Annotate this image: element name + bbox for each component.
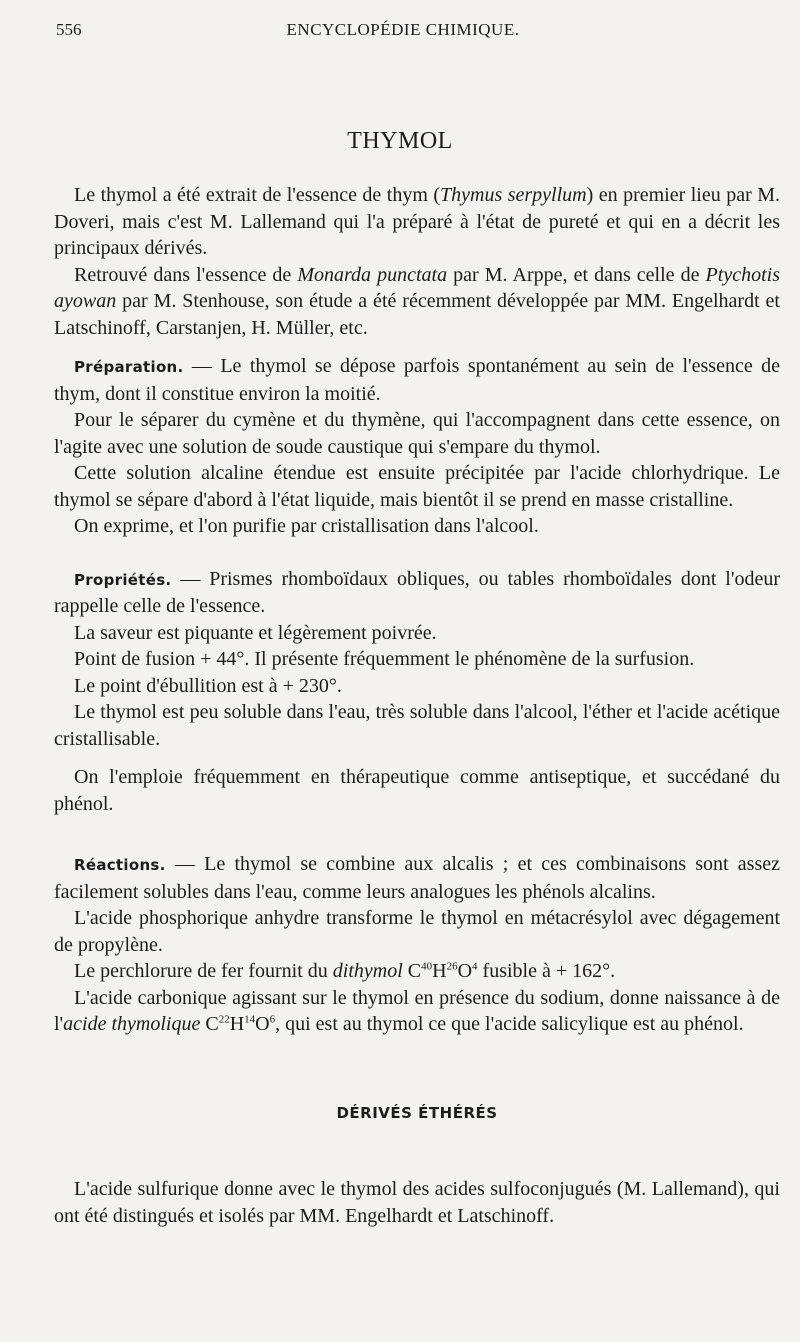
intro-paragraph-1: Le thymol a été extrait de l'essence de thym (Thymus serpyllum) en premier lieu par M. Doveri, mais c'est M. Lallemand qui l'a préparé à l'état de pureté et qui en a décrit les principaux dérivés. — [54, 184, 780, 259]
compound-name: dithymol — [332, 960, 403, 982]
intro-paragraph-2: Retrouvé dans l'essence de Monarda punctata par M. Arppe, et dans celle de Ptychotis ayowan par M. Stenhouse, son étude a été récemment développée par MM. Engelhardt et Latschinoff, Carstanjen, H. Müller, etc. — [54, 263, 780, 339]
species-name: Ptychotis ayowan — [54, 263, 780, 312]
preparation-paragraph-1: Préparation. — Le thymol se dépose parfois spontanément au sein de l'essence de thym, dont il constitue environ la moitié. — [54, 355, 780, 405]
section-heading-derives: DÉRIVÉS ÉTHÉRÉS — [336, 1103, 498, 1122]
reactions-paragraph-4: L'acide carbonique agissant sur le thymol en présence du sodium, donne naissance à de l'acide thymolique $C^{22}H^{14}O^6$, qui est au thymol ce que l'acide salicylique est au phénol. — [54, 986, 780, 1035]
proprietes-paragraph-5: Le thymol est peu soluble dans l'eau, très soluble dans l'alcool, l'éther et l'acide acétique cristallisable. — [54, 701, 780, 750]
preparation-paragraph-4: On exprime, et l'on purifie par cristallisation dans l'alcool. — [74, 515, 539, 537]
preparation-paragraph-3: Cette solution alcaline étendue est ensuite précipitée par l'acide chlorhydrique. Le thymol se sépare d'abord à l'état liquide, mais bientôt il se prend en masse cristalline. — [54, 462, 780, 511]
reactions-paragraph-2: L'acide phosphorique anhydre transforme le thymol en métacrésylol avec dégagement de propylène. — [54, 907, 780, 956]
preparation-paragraph-2: Pour le séparer du cymène et du thymène, qui l'accompagnent dans cette essence, on l'agite avec une solution de soude caustique qui s'empare du thymol. — [54, 409, 780, 458]
chemical-formula: $C^{22}H^{14}O^6$ — [205, 1013, 276, 1035]
page-number: 556 — [56, 20, 82, 39]
reactions-paragraph-3: Le perchlorure de fer fournit du dithymol $C^{40}H^{26}O^4$ fusible à + 162°. — [74, 960, 616, 982]
article-body — [54, 182, 780, 1229]
chemical-formula: $C^{40}H^{26}O^4$ — [407, 960, 478, 982]
reactions-paragraph-1: Réactions. — Le thymol se combine aux alcalis ; et ces combinaisons sont assez facilement solubles dans l'eau, comme leurs analogues les phénols alcalins. — [54, 853, 780, 903]
page-header — [56, 20, 770, 40]
proprietes-paragraph-4: Le point d'ébullition est à + 230°. — [74, 674, 342, 697]
proprietes-heading: Propriétés. — [74, 570, 172, 589]
proprietes-paragraph-3: Point de fusion + 44°. Il présente fréquemment le phénomène de la surfusion. — [74, 648, 695, 670]
derives-paragraph-1: L'acide sulfurique donne avec le thymol des acides sulfoconjugués (M. Lallemand), qui ont été distingués et isolés par MM. Engelhardt et Latschinoff. — [54, 1178, 780, 1227]
reactions-heading: Réactions. — [74, 856, 166, 874]
preparation-heading: Préparation. — [74, 358, 184, 376]
proprietes-paragraph-2: La saveur est piquante et légèrement poivrée. — [74, 621, 437, 644]
proprietes-paragraph-6: On l'emploie fréquemment en thérapeutique comme antiseptique, et succédané du phénol. — [54, 766, 780, 815]
species-name: Thymus serpyllum — [440, 184, 587, 206]
species-name: Monarda punctata — [297, 263, 448, 286]
compound-name: acide thymolique — [63, 1013, 201, 1035]
running-title: ENCYCLOPÉDIE CHIMIQUE. — [286, 20, 520, 39]
article-title: THYMOL — [347, 128, 453, 154]
proprietes-paragraph-1: Propriétés. — Prismes rhomboïdaux obliques, ou tables rhomboïdales dont l'odeur rappelle celle de l'essence. — [54, 567, 780, 617]
